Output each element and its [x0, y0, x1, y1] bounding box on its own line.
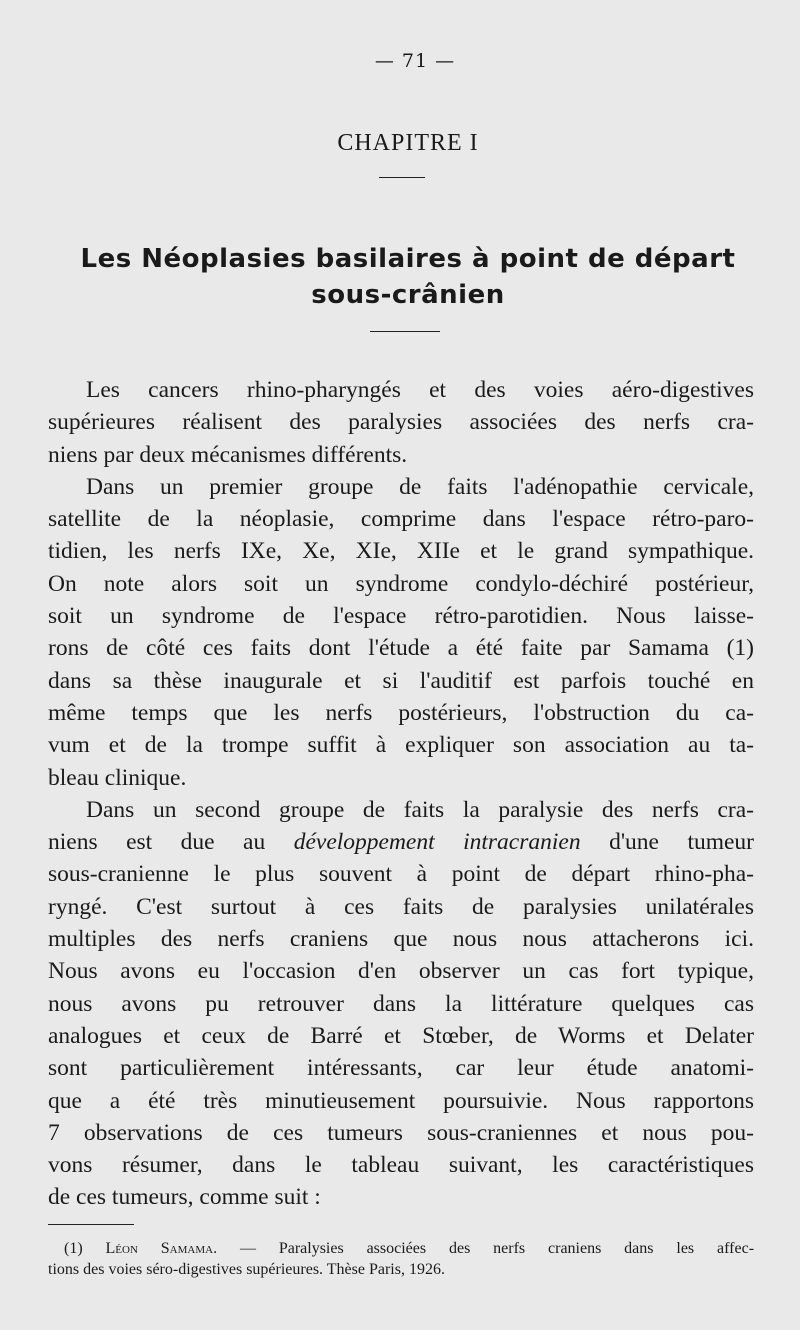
- text-segment: niens est due au: [48, 829, 266, 856]
- footnote-line-2: tions des voies séro-digestives supérieures. Thèse Paris, 1926.: [48, 1261, 445, 1278]
- text-line: soit un syndrome de l'espace rétro-parotidien. Nous laisse-: [48, 603, 754, 630]
- text-line: tidien, les nerfs IXe, Xe, XIe, XIIe et le grand sympathique.: [48, 538, 754, 565]
- chapter-heading: CHAPITRE I: [337, 130, 479, 156]
- text-line: ryngé. C'est surtout à ces faits de paralysies unilatérales: [48, 893, 754, 920]
- italic-phrase: développement intracranien: [293, 829, 581, 856]
- footnote-author: Léon Samama.: [105, 1240, 218, 1257]
- text-line: Dans un second groupe de faits la paralysie des nerfs cra-: [86, 796, 754, 823]
- text-line: multiples des nerfs craniens que nous nous attacherons ici.: [48, 926, 754, 953]
- footnote-line-1: [48, 1238, 754, 1259]
- title-line-1: Les Néoplasies basilaires à point de départ: [80, 244, 736, 274]
- text-line: de ces tumeurs, comme suit :: [48, 1184, 321, 1211]
- title-line-2: sous-crânien: [311, 280, 505, 310]
- text-line: niens par deux mécanismes différents.: [48, 441, 408, 468]
- text-line: satellite de la néoplasie, comprime dans l'espace rétro-paro-: [48, 506, 754, 533]
- footnote: [48, 1238, 754, 1280]
- text-line: sont particulièrement intéressants, car leur étude anatomi-: [48, 1055, 754, 1082]
- text-line: supérieures réalisent des paralysies associées des nerfs cra-: [48, 409, 754, 436]
- text-segment: d'une tumeur: [609, 829, 755, 856]
- text-line: Nous avons eu l'occasion d'en observer un cas fort typique,: [48, 958, 754, 985]
- text-line: On note alors soit un syndrome condylo-déchiré postérieur,: [48, 570, 754, 597]
- text-line-mixed: [48, 826, 754, 858]
- footnote-rule: [48, 1224, 134, 1225]
- text-line: vum et de la trompe suffit à expliquer son association au ta-: [48, 732, 754, 759]
- chapter-rule: [379, 177, 425, 178]
- text-line: sous-cranienne le plus souvent à point de départ rhino-pha-: [48, 861, 754, 888]
- footnote-marker: (1): [64, 1240, 83, 1257]
- text-line: analogues et ceux de Barré et Stœber, de Worms et Delater: [48, 1022, 754, 1049]
- text-line: que a été très minutieusement poursuivie. Nous rapportons: [48, 1087, 754, 1114]
- text-line: Les cancers rhino-pharyngés et des voies aéro-digestives: [86, 377, 754, 403]
- text-line: nous avons pu retrouver dans la littérature quelques cas: [48, 990, 754, 1017]
- page-number: — 71 —: [374, 50, 456, 72]
- text-line: vons résumer, dans le tableau suivant, les caractéristiques: [48, 1152, 754, 1179]
- text-line: bleau clinique.: [48, 764, 187, 791]
- text-line: Dans un premier groupe de faits l'adénopathie cervicale,: [86, 473, 754, 500]
- text-line: même temps que les nerfs postérieurs, l'obstruction du ca-: [48, 699, 754, 726]
- text-line: rons de côté ces faits dont l'étude a été faite par Samama (1): [48, 635, 754, 662]
- title-rule: [370, 331, 440, 332]
- chapter-title: [50, 241, 766, 313]
- text-line: 7 observations de ces tumeurs sous-craniennes et nous pou-: [48, 1119, 754, 1146]
- footnote-text: — Paralysies associées des nerfs craniens dans les affec-: [239, 1240, 755, 1257]
- text-line: dans sa thèse inaugurale et si l'auditif est parfois touché en: [48, 667, 754, 694]
- body-text: [48, 374, 754, 1214]
